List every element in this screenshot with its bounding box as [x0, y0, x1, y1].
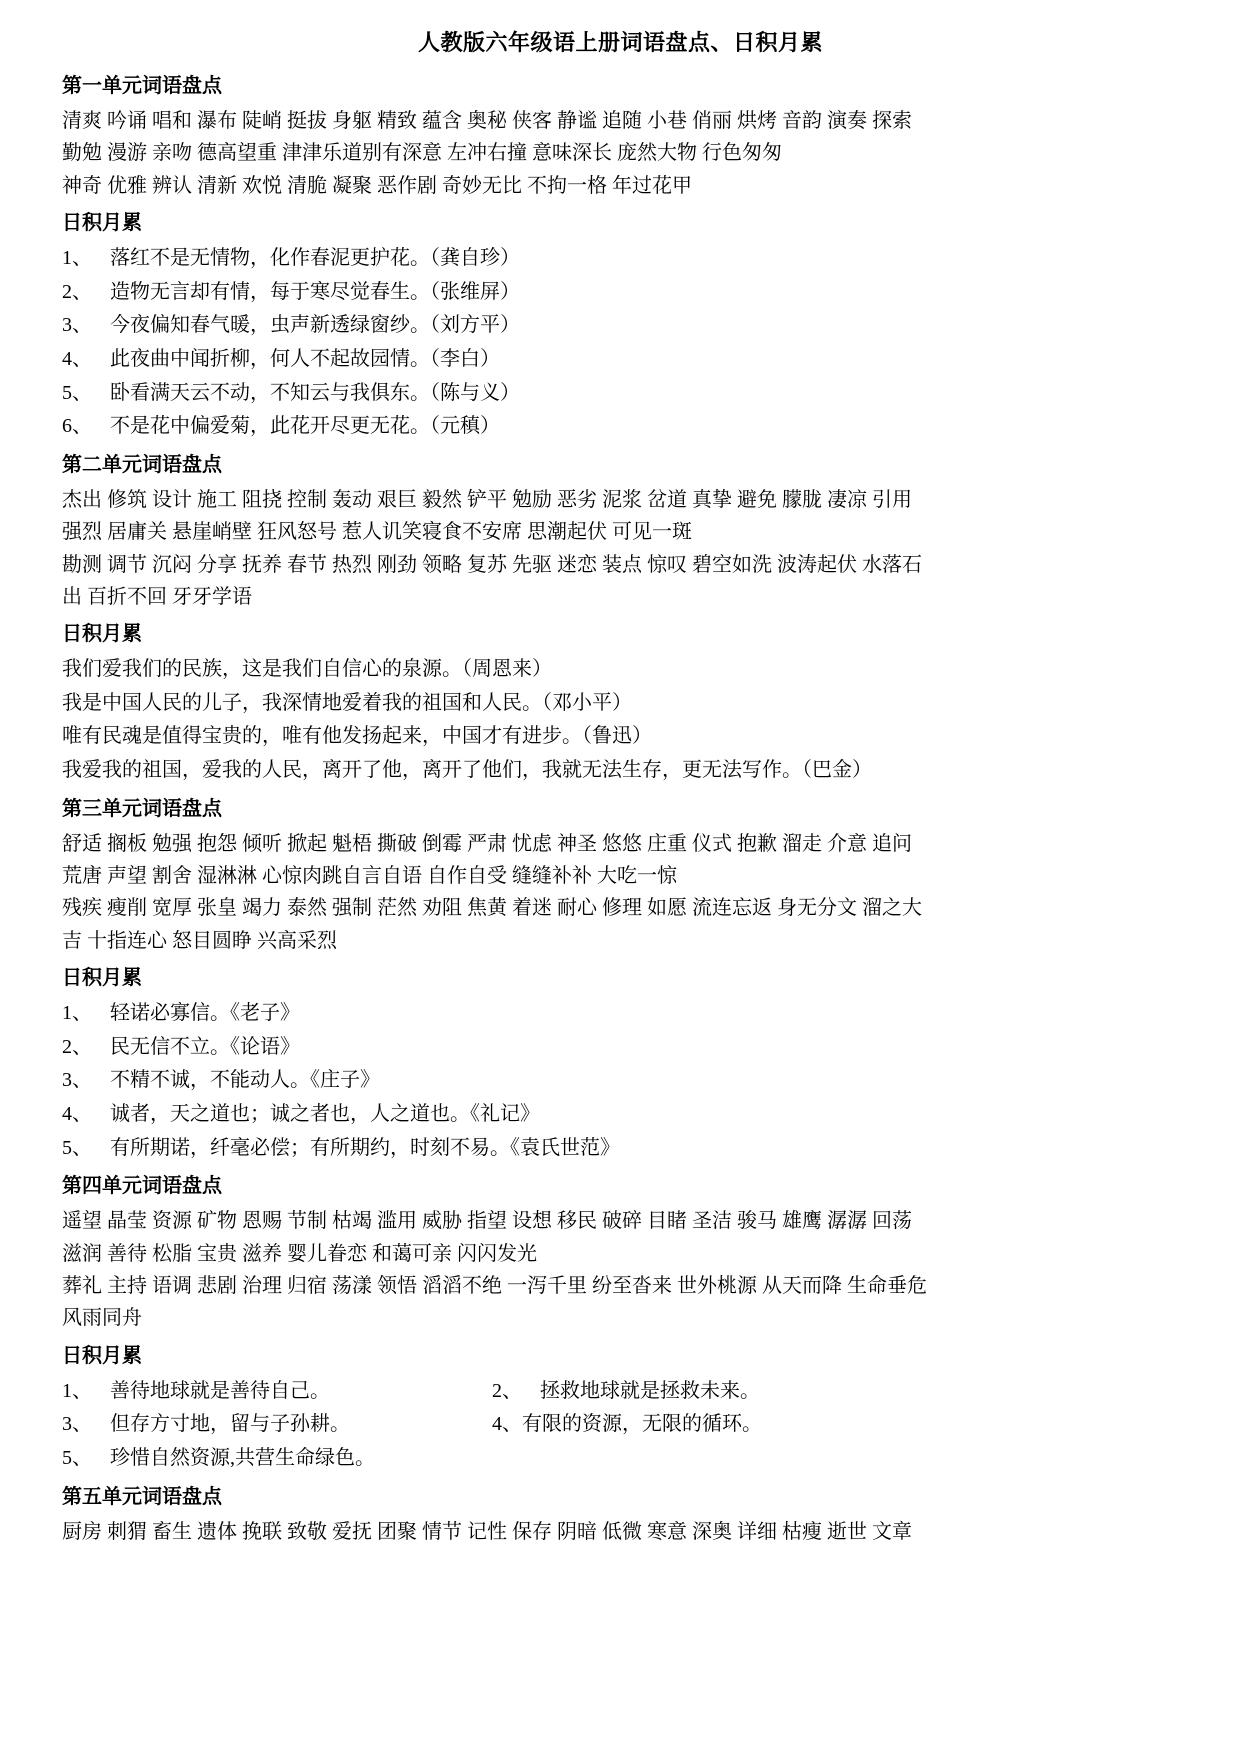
quote-text: 我是中国人民的儿子，我深情地爱着我的祖国和人民。（邓小平）	[62, 691, 632, 714]
quote-text: 轻诺必寡信。《老子》	[110, 1002, 300, 1025]
page-title: 人教版六年级语上册词语盘点、日积月累	[417, 30, 823, 55]
quote-item	[62, 1408, 1179, 1442]
quote-item	[62, 343, 1179, 377]
sub-heading-riji: 日积月累	[62, 967, 142, 990]
quote-item	[62, 1375, 1179, 1409]
quote-text: 善待地球就是善待自己。	[110, 1379, 330, 1402]
quote-number: 2、	[492, 1379, 522, 1402]
quote-text: 珍惜自然资源,共营生命绿色。	[110, 1446, 375, 1469]
quote-item	[62, 242, 1179, 276]
word-line: 舒适 搁板 勉强 抱怨 倾听 掀起 魁梧 撕破 倒霉 严肃 忧虑 神圣 悠悠 庄重 仪式 抱歉 溜走 介意 追问	[62, 832, 912, 855]
word-line: 荒唐 声望 割舍 湿淋淋 心惊肉跳自言自语 自作自受 缝缝补补 大吃一惊	[62, 865, 677, 888]
quote-item	[62, 1132, 1179, 1166]
quote-number: 3、	[62, 314, 92, 337]
quote-item	[62, 1442, 1179, 1476]
quote-number: 2、	[62, 280, 92, 303]
sub-heading-riji: 日积月累	[62, 212, 142, 235]
word-line: 杰出 修筑 设计 施工 阻挠 控制 轰动 艰巨 毅然 铲平 勉励 恶劣 泥浆 岔道 真挚 避免 朦胧 凄凉 引用	[62, 488, 912, 511]
quote-number: 4、	[62, 1103, 92, 1126]
word-line: 遥望 晶莹 资源 矿物 恩赐 节制 枯竭 滥用 威胁 指望 设想 移民 破碎 目睹 圣洁 骏马 雄鹰 潺潺 回荡	[62, 1210, 912, 1233]
quote-number: 1、	[62, 1379, 92, 1402]
sub-heading-riji: 日积月累	[62, 1344, 142, 1367]
quote-text: 今夜偏知春气暖，虫声新透绿窗纱。（刘方平）	[110, 314, 520, 337]
section-unit-5	[62, 1482, 1179, 1548]
word-line: 清爽 吟诵 唱和 瀑布 陡峭 挺拔 身躯 精致 蕴含 奥秘 侠客 静谧 追随 小巷 俏丽 烘烤 音韵 演奏 探索	[62, 110, 912, 132]
section-unit-2	[62, 450, 1179, 788]
quote-number: 5、	[62, 1136, 92, 1159]
quote-item	[62, 997, 1179, 1031]
quote-item	[62, 410, 1179, 444]
quote-left	[62, 1375, 492, 1409]
quote-item	[62, 1064, 1179, 1098]
quote-text: 此夜曲中闻折柳，何人不起故园情。（李白）	[110, 347, 500, 370]
quote-number: 3、	[62, 1413, 92, 1436]
section-unit-4	[62, 1171, 1179, 1475]
word-line: 勘测 调节 沉闷 分享 抚养 春节 热烈 刚劲 领略 复苏 先驱 迷恋 装点 惊叹 碧空如洗 波涛起伏 水落石	[62, 553, 922, 576]
quote-item	[62, 276, 1179, 310]
quote-text: 诚者，天之道也；诚之者也，人之道也。《礼记》	[110, 1103, 540, 1126]
word-line: 神奇 优雅 辨认 清新 欢悦 清脆 凝聚 恶作剧 奇妙无比 不拘一格 年过花甲	[62, 174, 692, 197]
word-line: 风雨同舟	[62, 1307, 142, 1330]
quote-text: 民无信不立。《论语》	[110, 1035, 300, 1058]
quote-number: 4、	[62, 347, 92, 370]
quote-right: 4、有限的资源，无限的循环。	[492, 1413, 762, 1436]
quote-text: 造物无言却有情，每于寒尽觉春生。（张维屏）	[110, 280, 520, 303]
quote-text: 我爱我的祖国，爱我的人民，离开了他，离开了他们，我就无法生存，更无法写作。（巴金）	[62, 759, 872, 782]
quote-number: 1、	[62, 1002, 92, 1025]
quote-left	[62, 1408, 492, 1442]
section-unit-1	[62, 71, 1179, 444]
quote-number: 3、	[62, 1069, 92, 1092]
section-heading: 第一单元词语盘点	[62, 75, 222, 97]
quote-item	[62, 1031, 1179, 1065]
section-heading: 第四单元词语盘点	[62, 1175, 222, 1198]
quote-item	[62, 309, 1179, 343]
word-line: 厨房 刺猬 畜生 遗体 挽联 致敬 爱抚 团聚 情节 记性 保存 阴暗 低微 寒意 深奥 详细 枯瘦 逝世 文章	[62, 1520, 912, 1543]
quote-text: 拯救地球就是拯救未来。	[540, 1379, 760, 1402]
word-line: 滋润 善待 松脂 宝贵 滋养 婴儿眷恋 和蔼可亲 闪闪发光	[62, 1242, 537, 1265]
word-line: 吉 十指连心 怒目圆睁 兴高采烈	[62, 929, 337, 952]
section-heading: 第三单元词语盘点	[62, 797, 222, 820]
quote-text: 唯有民魂是值得宝贵的，唯有他发扬起来，中国才有进步。（鲁迅）	[62, 725, 652, 748]
quote-text: 不精不诚，不能动人。《庄子》	[110, 1069, 380, 1092]
word-line: 勤勉 漫游 亲吻 德高望重 津津乐道别有深意 左冲右撞 意味深长 庞然大物 行色匆匆	[62, 142, 782, 165]
word-line: 葬礼 主持 语调 悲剧 治理 归宿 荡漾 领悟 滔滔不绝 一泻千里 纷至沓来 世外桃源 从天而降 生命垂危	[62, 1274, 927, 1297]
quote-number: 6、	[62, 415, 92, 438]
quote-text: 但存方寸地，留与子孙耕。	[110, 1413, 350, 1436]
quote-text: 我们爱我们的民族，这是我们自信心的泉源。（周恩来）	[62, 658, 552, 681]
section-heading: 第五单元词语盘点	[62, 1485, 222, 1508]
quote-number: 2、	[62, 1035, 92, 1058]
quote-item	[62, 377, 1179, 411]
quote-number: 1、	[62, 247, 92, 270]
word-line: 出 百折不回 牙牙学语	[62, 585, 252, 608]
section-unit-3	[62, 794, 1179, 1166]
quote-text: 卧看满天云不动，不知云与我俱东。（陈与义）	[110, 381, 520, 404]
sub-heading-riji: 日积月累	[62, 623, 142, 646]
quote-number: 5、	[62, 381, 92, 404]
quote-text: 有所期诺，纤毫必偿；有所期约，时刻不易。《袁氏世范》	[110, 1136, 620, 1159]
quote-text: 不是花中偏爱菊，此花开尽更无花。（元稹）	[110, 415, 500, 438]
quote-right	[492, 1375, 1179, 1409]
quote-text: 落红不是无情物，化作春泥更护花。（龚自珍）	[110, 247, 520, 270]
quote-number: 5、	[62, 1446, 92, 1469]
word-line: 残疾 瘦削 宽厚 张皇 竭力 泰然 强制 茫然 劝阻 焦黄 着迷 耐心 修理 如愿 流连忘返 身无分文 溜之大	[62, 897, 922, 920]
word-line: 强烈 居庸关 悬崖峭壁 狂风怒号 惹人讥笑寝食不安席 思潮起伏 可见一斑	[62, 521, 692, 544]
quote-item	[62, 1098, 1179, 1132]
section-heading: 第二单元词语盘点	[62, 453, 222, 476]
